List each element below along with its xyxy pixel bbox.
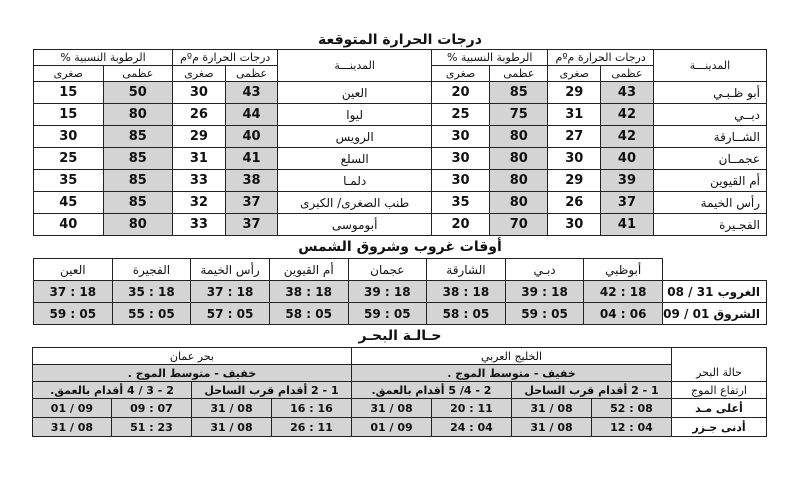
sunrise-label: الشروق 01 / 09	[663, 303, 767, 325]
temp-min: 33	[173, 214, 226, 236]
humidity-max: 85	[103, 148, 172, 170]
temps-title: درجات الحرارة المتوقعة	[318, 32, 482, 48]
temp-min: 32	[173, 192, 226, 214]
sun-city: أبوظبي	[584, 259, 663, 281]
gulf-wave-coast: 1 - 2 أقدام قرب الساحل	[512, 382, 672, 399]
temp-min: 33	[173, 170, 226, 192]
temps-row	[34, 170, 767, 192]
humidity-min: 35	[34, 170, 104, 192]
humidity-min: 40	[34, 214, 104, 236]
sunrise-time: 59 : 05	[348, 303, 427, 325]
temps-temp-header-left: درجات الحرارة مºم	[173, 50, 278, 66]
humidity-max: 80	[490, 192, 548, 214]
humidity-max: 80	[490, 148, 548, 170]
sun-city: الشارقة	[427, 259, 506, 281]
temp-min: 31	[548, 104, 601, 126]
high-tide-value: 31 / 08	[191, 399, 271, 418]
humidity-max: 85	[103, 126, 172, 148]
temp-min: 30	[548, 214, 601, 236]
humidity-max: 70	[490, 214, 548, 236]
temp-min: 26	[173, 104, 226, 126]
sun-city: عجمان	[348, 259, 427, 281]
temp-max: 42	[601, 126, 654, 148]
high-tide-label: أعلى مـد	[672, 399, 767, 418]
sunset-time: 37 : 18	[191, 281, 270, 303]
sun-corner	[663, 259, 767, 281]
sunset-label: الغروب 31 / 08	[663, 281, 767, 303]
humidity-min: 25	[34, 148, 104, 170]
humidity-max: 85	[103, 192, 172, 214]
sunset-time: 42 : 18	[584, 281, 663, 303]
temps-row	[34, 126, 767, 148]
humidity-max: 85	[490, 82, 548, 104]
humidity-min: 35	[431, 192, 489, 214]
temps-max-header: عظمى	[225, 66, 278, 82]
high-tide-value: 20 : 11	[432, 399, 512, 418]
humidity-max: 80	[103, 104, 172, 126]
sunset-time: 37 : 18	[34, 281, 113, 303]
sunset-time: 35 : 18	[112, 281, 191, 303]
temps-row	[34, 104, 767, 126]
high-tide-value: 01 / 09	[32, 399, 111, 418]
city-name: رأس الخيمة	[653, 192, 766, 214]
humidity-max: 80	[103, 214, 172, 236]
humidity-min: 15	[34, 82, 104, 104]
sun-city: العين	[34, 259, 113, 281]
high-tide-value: 16 : 16	[271, 399, 351, 418]
humidity-min: 30	[34, 126, 104, 148]
sea-gulf-header: الخليج العربي	[351, 348, 671, 365]
city-name: العين	[278, 82, 432, 104]
sun-city: الفجيرة	[112, 259, 191, 281]
sunrise-time: 55 : 05	[112, 303, 191, 325]
temp-min: 31	[173, 148, 226, 170]
city-name: الشــارقة	[653, 126, 766, 148]
temps-row	[34, 148, 767, 170]
gulf-wave-deep: 2 - 4/ 5 أقدام بالعمق.	[351, 382, 511, 399]
low-tide-value: 12 : 04	[592, 418, 672, 437]
sunset-time: 38 : 18	[269, 281, 348, 303]
humidity-min: 30	[431, 148, 489, 170]
humidity-min: 20	[431, 214, 489, 236]
city-name: السلع	[278, 148, 432, 170]
temps-min-header: صغرى	[173, 66, 226, 82]
humidity-max: 75	[490, 104, 548, 126]
temps-row	[34, 192, 767, 214]
temps-row	[34, 82, 767, 104]
sun-city: رأس الخيمة	[191, 259, 270, 281]
low-tide-value: 24 : 04	[432, 418, 512, 437]
city-name: دلمـا	[278, 170, 432, 192]
low-tide-label: أدنى جـزر	[672, 418, 767, 437]
city-name: أبو ظـبـي	[653, 82, 766, 104]
city-name: دبــي	[653, 104, 766, 126]
temp-max: 41	[225, 148, 278, 170]
sun-table	[33, 258, 767, 325]
sunset-time: 38 : 18	[427, 281, 506, 303]
temp-min: 26	[548, 192, 601, 214]
temps-hum-header-left: الرطوبة النسبية %	[34, 50, 173, 66]
sea-gulf-state: خفيف - متوسط الموج .	[351, 365, 671, 382]
hum-max-header: عظمى	[103, 66, 172, 82]
temps-min-header: صغرى	[548, 66, 601, 82]
temp-min: 27	[548, 126, 601, 148]
temp-max: 37	[225, 192, 278, 214]
city-name: أبوموسى	[278, 214, 432, 236]
sunrise-time: 04 : 06	[584, 303, 663, 325]
sunset-time: 39 : 18	[348, 281, 427, 303]
temps-city-header-left: المدينـــة	[278, 50, 432, 82]
temp-max: 43	[225, 82, 278, 104]
temp-max: 37	[601, 192, 654, 214]
oman-wave-coast: 1 - 2 أقدام قرب الساحل	[191, 382, 351, 399]
temp-min: 30	[173, 82, 226, 104]
humidity-max: 85	[103, 170, 172, 192]
low-tide-value: 31 / 08	[512, 418, 592, 437]
temp-max: 42	[601, 104, 654, 126]
hum-min-header: صغرى	[34, 66, 104, 82]
sun-city: أم القيوين	[269, 259, 348, 281]
temps-temp-header-right: درجات الحرارة مºم	[548, 50, 653, 66]
city-name: الفجـيرة	[653, 214, 766, 236]
low-tide-value: 31 / 08	[32, 418, 111, 437]
sea-oman-state: خفيف - متوسط الموج .	[32, 365, 351, 382]
humidity-min: 25	[431, 104, 489, 126]
sunrise-time: 58 : 05	[269, 303, 348, 325]
sun-title: أوقات غروب وشروق الشمس	[298, 239, 502, 255]
humidity-max: 50	[103, 82, 172, 104]
sea-corner	[672, 348, 767, 365]
sea-wave-label: ارتفاع الموج	[672, 382, 767, 399]
sunrise-time: 59 : 05	[34, 303, 113, 325]
sun-city: دبـي	[505, 259, 584, 281]
humidity-min: 20	[431, 82, 489, 104]
temp-min: 29	[173, 126, 226, 148]
city-name: أم القيوين	[653, 170, 766, 192]
temp-max: 40	[601, 148, 654, 170]
humidity-min: 30	[431, 170, 489, 192]
temps-city-header-right: المدينـــة	[653, 50, 766, 82]
temps-hum-header-right: الرطوبة النسبية %	[431, 50, 548, 66]
temps-row	[34, 214, 767, 236]
sea-title: حـالـة البحـر	[358, 328, 442, 344]
temp-min: 29	[548, 82, 601, 104]
high-tide-value: 52 : 08	[592, 399, 672, 418]
temp-max: 43	[601, 82, 654, 104]
sea-table	[32, 347, 767, 437]
sunrise-time: 59 : 05	[505, 303, 584, 325]
humidity-max: 80	[490, 170, 548, 192]
city-name: الرويس	[278, 126, 432, 148]
sea-state-label: حالة البحر	[672, 365, 767, 382]
low-tide-value: 01 / 09	[351, 418, 431, 437]
city-name: طنب الصغرى/ الكبرى	[278, 192, 432, 214]
temp-max: 41	[601, 214, 654, 236]
temp-max: 37	[225, 214, 278, 236]
oman-wave-deep: 2 - 3 / 4 أقدام بالعمق.	[32, 382, 191, 399]
temp-max: 38	[225, 170, 278, 192]
temp-max: 39	[601, 170, 654, 192]
weather-page	[33, 0, 767, 437]
temps-max-header: عظمى	[601, 66, 654, 82]
low-tide-value: 31 / 08	[191, 418, 271, 437]
high-tide-value: 31 / 08	[512, 399, 592, 418]
temp-max: 40	[225, 126, 278, 148]
low-tide-value: 51 : 23	[111, 418, 191, 437]
humidity-max: 80	[490, 126, 548, 148]
humidity-min: 15	[34, 104, 104, 126]
sea-oman-header: بحر عمان	[32, 348, 351, 365]
hum-max-header: عظمى	[490, 66, 548, 82]
hum-min-header: صغرى	[431, 66, 489, 82]
temps-table	[33, 49, 767, 236]
sunrise-time: 57 : 05	[191, 303, 270, 325]
high-tide-value: 31 / 08	[351, 399, 431, 418]
city-name: عجمــان	[653, 148, 766, 170]
temp-min: 29	[548, 170, 601, 192]
high-tide-value: 09 : 07	[111, 399, 191, 418]
sunrise-time: 58 : 05	[427, 303, 506, 325]
humidity-min: 30	[431, 126, 489, 148]
sunset-time: 39 : 18	[505, 281, 584, 303]
humidity-min: 45	[34, 192, 104, 214]
city-name: ليوا	[278, 104, 432, 126]
low-tide-value: 26 : 11	[271, 418, 351, 437]
temp-max: 44	[225, 104, 278, 126]
temp-min: 30	[548, 148, 601, 170]
